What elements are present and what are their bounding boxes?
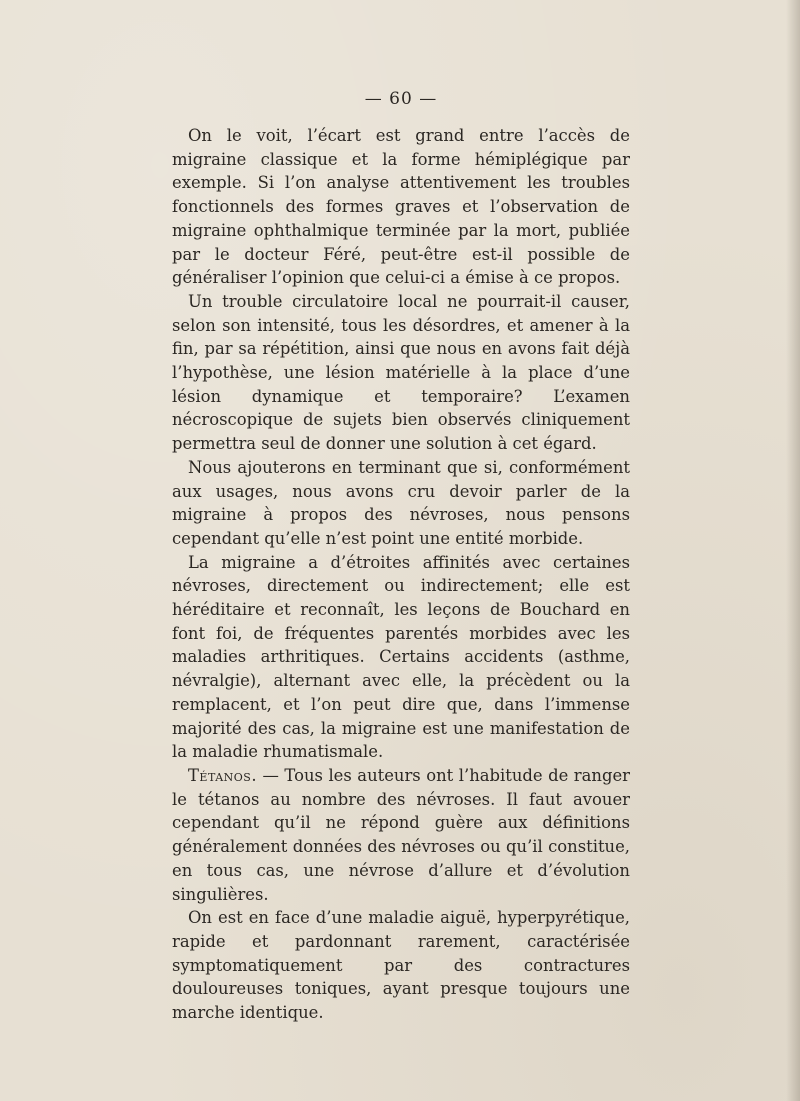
section-heading-tetanos: Tétanos. bbox=[188, 765, 258, 785]
paragraph-conclusion: Nous ajouterons en terminant que si, conformément aux usages, nous avons cru devoir parler de la migraine à propos des névroses, nous pensons cependant qu’elle n’est point une entité morbide. bbox=[172, 457, 630, 548]
paragraph-migraine-forms: On le voit, l’écart est grand entre l’accès de migraine classique et la forme hémiplégique par exemple. Si l’on analyse attentivement les troubles fonctionnels des formes graves et l’observation de migraine ophthalmique terminée par la mort, publiée par le docteur Féré, peut-être est-il possible de généraliser l’opinion que celui-ci a émise à ce propos. bbox=[172, 126, 630, 288]
page-number: — 60 — bbox=[364, 89, 438, 109]
paragraph-circulatory-trouble: Un trouble circulatoire local ne pourrait-il causer, selon son intensité, tous les désordres, et amener à la fin, par sa répétition, ainsi que nous en avons fait déjà l’hypothèse, une lésion matérielle à la place d’une lésion dynamique et temporaire? L’examen nécroscopique de sujets bien observés cliniquement permettra seul de donner une solution à cet égard. bbox=[172, 291, 630, 454]
paragraph-acute-disease: On est en face d’une maladie aiguë, hyperpyrétique, rapide et pardonnant rarement, caractérisée symptomatiquement par des contractures douloureuses toniques, ayant presque toujours une marche identique. bbox=[172, 908, 630, 1023]
paragraph-tetanus-text: — Tous les auteurs ont l’habitude de ranger le tétanos au nombre des névroses. Il faut avouer cependant qu’il ne répond guère aux définitions généralement données des névroses ou qu’il constitue, en tous cas, une névrose d’allure et d’évolution singulières. bbox=[172, 765, 630, 904]
paragraph-tetanus bbox=[172, 764, 630, 906]
paragraph-migraine-affinities: La migraine a d’étroites affinités avec certaines névroses, directement ou indirectement; elle est héréditaire et reconnaît, les leçons de Bouchard en font foi, de fréquentes parentés morbides avec les maladies arthritiques. Certains accidents (asthme, névralgie), alternant avec elle, la précèdent ou la remplacent, et l’on peut dire que, dans l’immense majorité des cas, la migraine est une manifestation de la maladie rhumatismale. bbox=[172, 552, 630, 762]
book-page bbox=[172, 86, 630, 1025]
page-edge-shadow bbox=[786, 0, 800, 1101]
